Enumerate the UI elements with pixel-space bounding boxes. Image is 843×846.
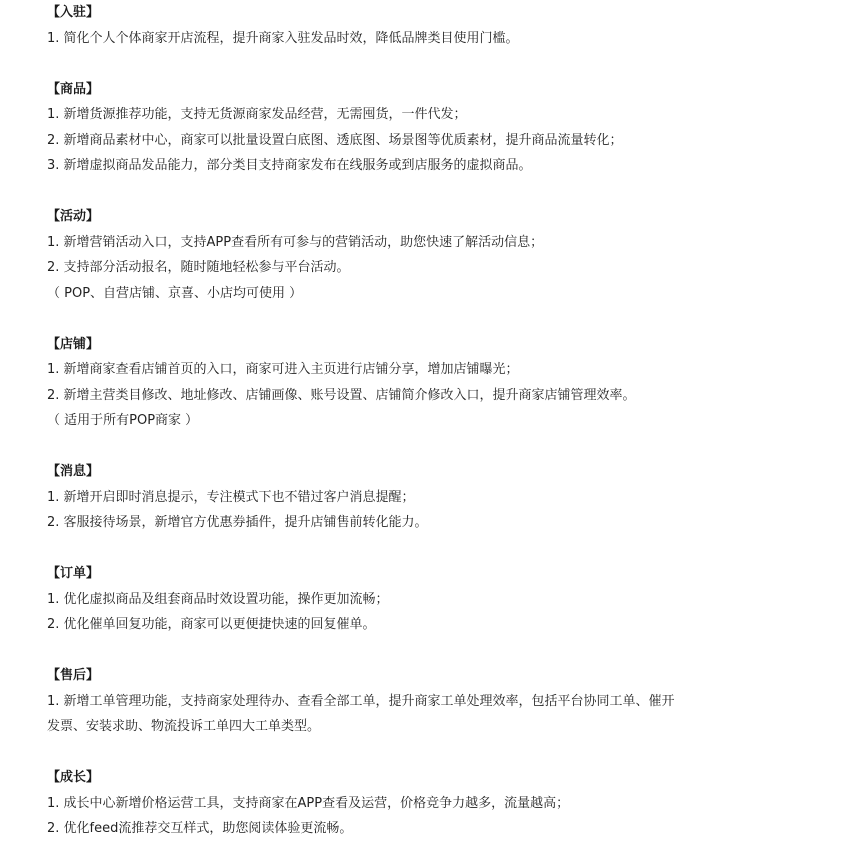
section-store <box>47 332 837 434</box>
section-spacer <box>47 638 837 664</box>
section-products <box>47 77 837 179</box>
section-messages <box>47 459 837 536</box>
section-orders <box>47 561 837 638</box>
section-after-sales <box>47 663 837 740</box>
section-spacer <box>47 740 837 766</box>
list-item: 1. 新增开启即时消息提示，专注模式下也不错过客户消息提醒； <box>47 489 415 505</box>
list-item-continued: 发票、安装求助、物流投诉工单四大工单类型。 <box>47 719 321 734</box>
list-item: 2. 支持部分活动报名，随时随地轻松参与平台活动。 <box>47 260 350 275</box>
list-item: 1. 新增商家查看店铺首页的入口，商家可进入主页进行店铺分享，增加店铺曝光； <box>47 362 519 377</box>
list-item: 1. 新增营销活动入口，支持APP查看所有可参与的营销活动，助您快速了解活动信息； <box>47 234 544 250</box>
list-item: 1. 简化个人个体商家开店流程，提升商家入驻发品时效，降低品牌类目使用门槛。 <box>47 30 519 46</box>
section-activities <box>47 204 837 306</box>
section-spacer <box>47 51 837 77</box>
section-heading: 【店铺】 <box>47 336 100 352</box>
release-notes-document <box>47 0 837 842</box>
section-spacer <box>47 536 837 562</box>
list-item: 2. 新增主营类目修改、地址修改、店铺画像、账号设置、店铺简介修改入口，提升商家店铺管理效率。 <box>47 387 636 403</box>
section-onboarding <box>47 0 837 51</box>
section-heading: 【消息】 <box>47 464 100 479</box>
list-item: 1. 新增工单管理功能，支持商家处理待办、查看全部工单，提升商家工单处理效率，包括平台协同工单、催开 <box>47 693 675 709</box>
list-item: 1. 优化虚拟商品及组套商品时效设置功能，操作更加流畅； <box>47 591 389 607</box>
list-item: 2. 优化催单回复功能，商家可以更便捷快速的回复催单。 <box>47 617 376 632</box>
list-item: 1. 成长中心新增价格运营工具，支持商家在APP查看及运营，价格竞争力越多，流量越高； <box>47 795 570 811</box>
section-heading: 【入驻】 <box>47 5 100 20</box>
section-spacer <box>47 179 837 205</box>
list-item-note: （ POP、自营店铺、京喜、小店均可使用 ） <box>47 285 303 301</box>
section-heading: 【商品】 <box>47 81 100 97</box>
section-heading: 【售后】 <box>47 668 100 683</box>
list-item-note: （ 适用于所有POP商家 ） <box>47 413 199 428</box>
section-heading: 【活动】 <box>47 209 100 224</box>
section-growth <box>47 765 837 842</box>
list-item: 2. 客服接待场景，新增官方优惠券插件，提升店铺售前转化能力。 <box>47 515 428 530</box>
section-heading: 【订单】 <box>47 566 100 581</box>
section-spacer <box>47 434 837 460</box>
list-item: 3. 新增虚拟商品发品能力，部分类目支持商家发布在线服务或到店服务的虚拟商品。 <box>47 158 532 173</box>
list-item: 2. 优化feed流推荐交互样式，助您阅读体验更流畅。 <box>47 821 353 836</box>
section-spacer <box>47 306 837 332</box>
list-item: 1. 新增货源推荐功能，支持无货源商家发品经营，无需囤货，一件代发； <box>47 107 467 122</box>
list-item: 2. 新增商品素材中心，商家可以批量设置白底图、透底图、场景图等优质素材，提升商品流量转化； <box>47 132 623 148</box>
section-heading: 【成长】 <box>47 770 100 785</box>
